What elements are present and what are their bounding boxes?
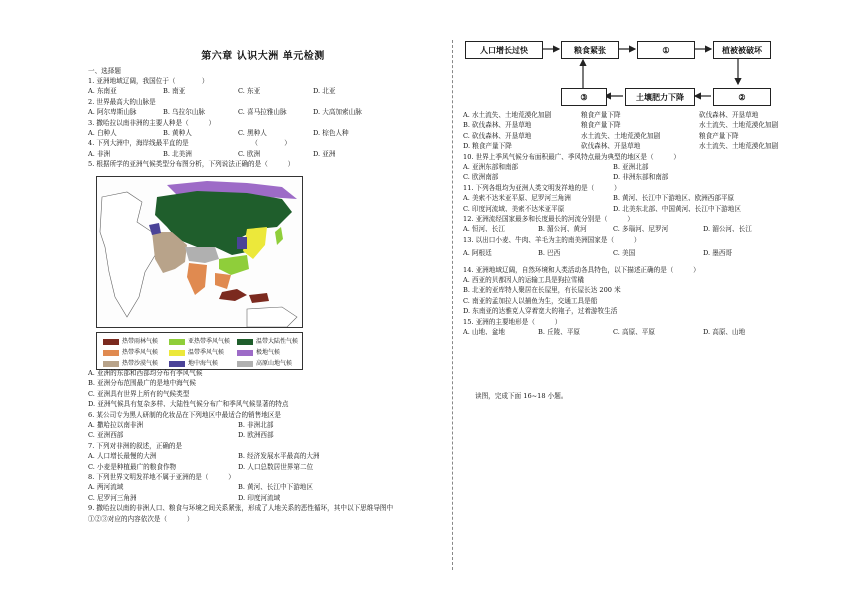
option: 粮食产量下降 <box>699 131 739 140</box>
option: D. 欧洲西部 <box>238 431 274 440</box>
option: D. 湄公河、长江 <box>703 225 752 234</box>
option: 水土流失、土地荒漠化加剧 <box>581 131 661 140</box>
option: 粮食产量下降 <box>581 121 621 130</box>
option: 砍伐森林、开垦草地 <box>581 142 641 151</box>
question-stem: 8. 下列世界文明发祥地不属于亚洲的是（ ） <box>88 473 235 481</box>
question-stem: 4. 下列大洲中，海岸线最平直的是 （ ） <box>88 139 291 148</box>
option: A. 西亚的贝都因人的运输工具是狗拉雪橇 <box>463 276 585 284</box>
legend-item <box>169 358 218 367</box>
legend-label: 高原山地气候 <box>256 360 293 367</box>
option: A. 亚洲的东部和西部均分布有季风气候 <box>88 369 203 377</box>
option: D. 印度河流域 <box>238 493 281 502</box>
option: D. 亚洲气候具有复杂多样、大陆性气候分布广和季风气候显著的特点 <box>88 400 289 409</box>
option: C. 小麦是种植最广的粮食作物 <box>88 462 177 471</box>
flow-box-2: ② <box>713 88 771 106</box>
option: D. 人口总数居世界第二位 <box>238 462 314 471</box>
flow-box-1: ① <box>637 41 695 59</box>
question-stem: 7. 下列对非洲的叙述，正确的是 <box>88 441 183 450</box>
flow-box-food: 粮食紧张 <box>561 41 619 59</box>
legend-item <box>103 336 158 345</box>
option: B. 经济发展水平最高的大洲 <box>238 452 320 461</box>
option: B. 黄河、长江中下游地区 <box>238 483 313 492</box>
option: D. 东南亚的达雅克人穿着宽大的袍子，过着游牧生活 <box>463 307 618 316</box>
option: B. 亚洲北部 <box>613 163 649 171</box>
flow-box-vegetation: 植被被破坏 <box>713 41 771 59</box>
question-stem: 12. 亚洲流经国家最多和长度最长的河流分别是（ ） <box>463 215 634 223</box>
option: 粮食产量下降 <box>581 111 621 119</box>
option: D. 粮食产量下降 <box>463 142 512 151</box>
climate-legend <box>96 332 303 370</box>
question-stem: 15. 亚洲的主要地形是（ ） <box>463 317 562 326</box>
option: A. 阿根廷 <box>463 249 492 258</box>
question-stem: 5. 根据所学的亚洲气候类型分布图分析，下列说法正确的是（ ） <box>88 160 295 169</box>
option: 砍伐森林、开垦草地 <box>699 111 759 119</box>
reading-instruction: 读图，完成下面 16~18 小题。 <box>475 392 568 401</box>
option: D. 亚洲 <box>313 149 336 158</box>
option: 水土流失、土地荒漠化加剧 <box>699 142 779 151</box>
question-stem: 13. 以出口小麦、牛肉、羊毛为主的南美洲国家是（ ） <box>463 235 641 244</box>
legend-item <box>103 358 158 367</box>
question-stem: 2. 世界最高大的山脉是 <box>88 97 156 106</box>
option: C. 尼罗河三角洲 <box>88 493 137 502</box>
legend-label: 亚热带季风气候 <box>188 338 231 345</box>
climate-map-graphic <box>97 177 302 327</box>
flow-box-3: ③ <box>561 88 607 106</box>
option: B. 黄河、长江中下游地区、欧洲西部平原 <box>613 194 735 203</box>
option: D. 北美东北部、中国黄河、长江中下游地区 <box>613 204 741 213</box>
question-stem: 3. 撒哈拉以南非洲的主要人种是（ ） <box>88 118 216 127</box>
option: D. 棕色人种 <box>313 129 349 137</box>
legend-item <box>103 347 158 356</box>
option: B. 湄公河、黄河 <box>538 225 587 234</box>
option: B. 北美洲 <box>163 149 192 158</box>
option: 水土流失、土地荒漠化加剧 <box>699 121 779 130</box>
option: B. 巴西 <box>538 249 561 258</box>
option: B. 非洲北部 <box>238 421 274 429</box>
option: A. 撒哈拉以南非洲 <box>88 421 144 429</box>
legend-item <box>237 347 280 356</box>
option: D. 非洲东部和南部 <box>613 173 669 182</box>
option: C. 亚洲西部 <box>88 431 124 440</box>
question-stem: 10. 世界上季风气候分布面积最广、季风特点最为典型的地区是（ ） <box>463 152 680 161</box>
legend-swatch <box>237 350 253 356</box>
option: A. 人口增长最慢的大洲 <box>88 452 157 461</box>
question-stem: 1. 亚洲地域辽阔，我国位于（ ） <box>88 77 209 85</box>
flow-box-soil: 土壤肥力下降 <box>625 88 695 106</box>
option: D. 高原、山地 <box>703 328 746 336</box>
option: C. 欧洲 <box>238 149 261 158</box>
legend-swatch <box>237 339 253 345</box>
option: A. 非洲 <box>88 149 111 158</box>
option: D. 北亚 <box>313 87 336 96</box>
legend-swatch <box>103 361 119 367</box>
option: B. 亚洲分布范围最广的是地中海气候 <box>88 379 196 388</box>
option: C. 美国 <box>613 249 636 258</box>
legend-swatch <box>169 339 185 345</box>
legend-item <box>237 336 298 345</box>
option: A. 美索不达米亚平原、尼罗河三角洲 <box>463 194 571 203</box>
legend-swatch <box>169 350 185 356</box>
legend-swatch <box>103 339 119 345</box>
legend-label: 温带季风气候 <box>188 349 225 356</box>
option: C. 东亚 <box>238 87 261 96</box>
option: A. 两河流域 <box>88 483 124 492</box>
option: C. 亚洲具有世界上所有的气候类型 <box>88 389 190 398</box>
legend-swatch <box>103 350 119 356</box>
legend-item <box>237 358 292 367</box>
option: C. 欧洲南部 <box>463 173 499 182</box>
option: C. 黑种人 <box>238 129 267 137</box>
option: C. 南亚的孟加拉人以捕鱼为生，交通工具是船 <box>463 296 598 305</box>
option: A. 山地、盆地 <box>463 328 505 336</box>
legend-label: 地中海气候 <box>188 360 219 367</box>
asia-climate-map <box>96 176 303 328</box>
option: D. 大高加索山脉 <box>313 108 362 117</box>
option: B. 乌拉尔山脉 <box>163 108 206 117</box>
option: A. 水土流失、土地荒漠化加剧 <box>463 111 552 119</box>
option: B. 南亚 <box>163 87 186 96</box>
question-stem: 11. 下列各组均为亚洲人类文明发祥地的是（ ） <box>463 183 621 192</box>
legend-label: 热带季风气候 <box>122 349 159 356</box>
legend-label: 热带雨林气候 <box>122 338 159 345</box>
column-divider <box>452 40 453 570</box>
option: C. 印度河流域、美索不达米亚平原 <box>463 204 565 213</box>
question-stem: 9. 撒哈拉以南的非洲人口、粮食与环境之间关系紧张，形成了人地关系的恶性循环，其中以下思维导图中 <box>88 504 394 513</box>
question-stem: ①②③对应的内容依次是（ ） <box>88 514 194 523</box>
legend-label: 热带沙漠气候 <box>122 360 159 367</box>
option: D. 墨西哥 <box>703 249 733 258</box>
option: B. 北亚的亚库特人聚居在长屋里，有长屋长达 200 米 <box>463 286 621 295</box>
legend-swatch <box>169 361 185 367</box>
option: C. 多瑙河、尼罗河 <box>613 225 669 234</box>
option: A. 白种人 <box>88 129 117 137</box>
legend-item <box>169 347 224 356</box>
question-stem: 14. 亚洲地域辽阔，自然环境和人类活动各具特色，以下描述正确的是（ ） <box>463 265 700 274</box>
option: B. 丘陵、平原 <box>538 328 581 336</box>
legend-item <box>169 336 230 345</box>
option: A. 恒河、长江 <box>463 225 505 234</box>
option: B. 黄种人 <box>163 129 192 137</box>
option: A. 东南亚 <box>88 87 117 96</box>
page-title: 第六章 认识大洲 单元检测 <box>201 51 325 62</box>
right-column <box>463 0 813 608</box>
option: A. 亚洲东部和南部 <box>463 163 519 171</box>
section-heading: 一、选择题 <box>88 67 121 75</box>
option: C. 砍伐森林、开垦草地 <box>463 131 532 140</box>
option: B. 砍伐森林、开垦草地 <box>463 121 532 130</box>
option: C. 高原、平原 <box>613 328 655 336</box>
question-stem: 6. 某公司专为黑人研制的化妆品在下列地区中最适合的销售地区是 <box>88 410 282 419</box>
legend-label: 极地气候 <box>256 349 281 356</box>
legend-swatch <box>237 361 253 367</box>
option: A. 阿尔卑斯山脉 <box>88 108 137 117</box>
option: C. 喜马拉雅山脉 <box>238 108 287 117</box>
legend-label: 温带大陆性气候 <box>256 338 299 345</box>
flow-box-population: 人口增长过快 <box>465 41 543 59</box>
